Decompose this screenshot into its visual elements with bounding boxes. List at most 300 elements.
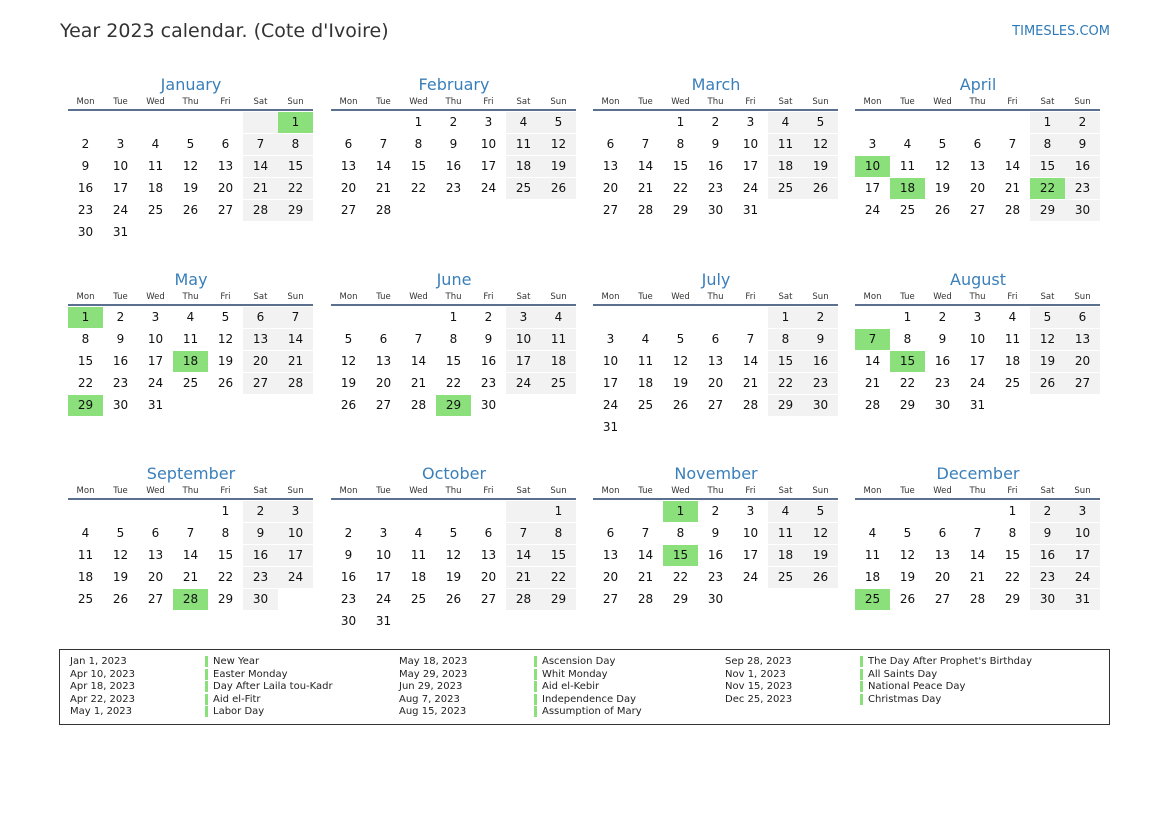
day-cell: 18	[147, 181, 164, 195]
day-cell: 3	[379, 526, 388, 540]
empty-cell	[960, 501, 995, 522]
empty-cell	[733, 307, 768, 328]
day-cell: 14	[742, 354, 759, 368]
empty-cell	[471, 611, 506, 632]
day-cell: 28	[243, 200, 278, 221]
day-cell: 17	[375, 570, 392, 584]
day-cell: 13	[1065, 329, 1100, 350]
day-cell: 14	[864, 354, 881, 368]
day-cell: 15	[1004, 548, 1021, 562]
day-cell: 22	[1004, 570, 1021, 584]
day-cell: 12	[672, 354, 689, 368]
week-row	[68, 351, 314, 373]
day-cell: 19	[182, 181, 199, 195]
day-cell: 13	[243, 329, 278, 350]
day-cell: 13	[969, 159, 986, 173]
day-cell: 23	[445, 181, 462, 195]
month-june	[331, 270, 577, 417]
day-cell: 27	[1065, 373, 1100, 394]
weekday-label: Mon	[863, 486, 882, 496]
day-cell: 26	[182, 203, 199, 217]
weekday-label: Mon	[863, 292, 882, 302]
weekday-label: Sun	[287, 97, 304, 107]
day-cell: 10	[506, 329, 541, 350]
day-cell: 26	[803, 178, 838, 199]
day-cell: 1	[414, 115, 423, 129]
day-cell: 15	[672, 159, 689, 173]
day-cell: 30	[112, 398, 129, 412]
holiday-column	[725, 656, 1032, 706]
day-cell: 5	[116, 526, 125, 540]
day-cell: 21	[375, 181, 392, 195]
holiday-entry	[399, 706, 642, 719]
day-cell: 31	[375, 614, 392, 628]
day-cell: 1	[68, 307, 103, 328]
day-cell: 30	[707, 203, 724, 217]
day-cell: 19	[217, 354, 234, 368]
day-cell: 29	[1030, 200, 1065, 221]
day-cell: 9	[449, 137, 458, 151]
weekday-header	[855, 484, 1101, 498]
day-cell: 24	[480, 181, 497, 195]
holiday-name: Easter Monday	[205, 669, 288, 680]
header-divider	[68, 304, 313, 306]
day-cell: 12	[1030, 329, 1065, 350]
empty-cell	[436, 501, 471, 522]
week-row	[593, 156, 839, 178]
day-cell: 23	[1030, 567, 1065, 588]
day-cell: 19	[541, 156, 576, 177]
holiday-name: Christmas Day	[860, 694, 941, 705]
day-cell: 2	[803, 307, 838, 328]
day-cell: 23	[243, 567, 278, 588]
day-cell: 1	[221, 504, 230, 518]
day-cell: 8	[81, 332, 90, 346]
weekday-label: Sun	[1074, 97, 1091, 107]
weekday-label: Wed	[671, 292, 690, 302]
day-cell: 7	[186, 526, 195, 540]
day-cell: 4	[768, 501, 803, 522]
empty-cell	[331, 112, 366, 133]
month-september	[68, 464, 314, 611]
day-cell: 3	[484, 115, 493, 129]
day-cell: 18	[541, 351, 576, 372]
weekday-label: Tue	[900, 97, 915, 107]
holiday-entry	[70, 656, 333, 669]
weekday-label: Tue	[113, 97, 128, 107]
day-cell: 23	[1065, 178, 1100, 199]
week-row	[593, 134, 839, 156]
weekday-label: Sun	[1074, 486, 1091, 496]
day-cell: 26	[445, 592, 462, 606]
holiday-date: Apr 18, 2023	[70, 681, 136, 693]
weekday-label: Thu	[707, 486, 724, 496]
day-cell: 28	[969, 592, 986, 606]
day-cell: 13	[147, 548, 164, 562]
day-cell: 9	[711, 526, 720, 540]
day-cell: 11	[768, 523, 803, 544]
day-cell: 9	[81, 159, 90, 173]
day-cell: 7	[641, 137, 650, 151]
day-cell: 7	[379, 137, 388, 151]
day-cell: 29	[899, 398, 916, 412]
day-cell: 9	[803, 329, 838, 350]
week-row	[855, 545, 1101, 567]
weekday-label: Mon	[863, 97, 882, 107]
day-cell: 28	[864, 398, 881, 412]
weekday-label: Sat	[253, 486, 268, 496]
weekday-label: Wed	[933, 292, 952, 302]
day-cell: 25	[768, 567, 803, 588]
week-row	[331, 501, 577, 523]
week-row	[593, 200, 839, 222]
month-january	[68, 75, 314, 244]
header-divider	[68, 109, 313, 111]
day-cell: 1	[449, 310, 458, 324]
day-cell: 14	[506, 545, 541, 566]
day-cell: 8	[449, 332, 458, 346]
day-cell: 6	[344, 137, 353, 151]
day-cell: 11	[637, 354, 654, 368]
empty-cell	[855, 307, 890, 328]
day-cell: 1	[768, 307, 803, 328]
empty-cell	[593, 112, 628, 133]
week-row	[593, 178, 839, 200]
day-cell: 28	[742, 398, 759, 412]
day-cell: 2	[449, 115, 458, 129]
day-cell: 24	[864, 203, 881, 217]
day-cell: 24	[147, 376, 164, 390]
header-divider	[593, 109, 838, 111]
day-cell: 2	[344, 526, 353, 540]
day-cell: 6	[1065, 307, 1100, 328]
week-row	[855, 134, 1101, 156]
day-cell: 16	[934, 354, 951, 368]
header-divider	[68, 498, 313, 500]
day-cell: 5	[803, 112, 838, 133]
weekday-label: Tue	[638, 292, 653, 302]
day-cell: 8	[541, 523, 576, 544]
day-cell: 6	[221, 137, 230, 151]
weekday-label: Mon	[339, 486, 358, 496]
day-cell: 20	[480, 570, 497, 584]
weekday-label: Fri	[745, 292, 756, 302]
empty-cell	[331, 307, 366, 328]
day-cell: 27	[375, 398, 392, 412]
day-cell: 20	[602, 570, 619, 584]
day-cell: 19	[803, 156, 838, 177]
day-cell: 17	[1065, 545, 1100, 566]
weekday-label: Wed	[933, 486, 952, 496]
day-cell: 22	[672, 570, 689, 584]
week-row	[68, 134, 314, 156]
day-cell: 1	[541, 501, 576, 522]
weekday-label: Sat	[516, 97, 531, 107]
month-title: August	[950, 270, 1006, 289]
week-row	[331, 589, 577, 611]
weekday-label: Thu	[969, 292, 986, 302]
weekday-label: Tue	[638, 486, 653, 496]
week-row	[855, 307, 1101, 329]
day-cell: 8	[676, 137, 685, 151]
day-cell: 22	[672, 181, 689, 195]
day-cell: 27	[969, 203, 986, 217]
holiday-name: Whit Monday	[534, 669, 608, 680]
week-row	[68, 501, 314, 523]
day-cell: 13	[602, 548, 619, 562]
day-cell: 3	[151, 310, 160, 324]
weekday-label: Fri	[1007, 97, 1018, 107]
day-cell: 29	[278, 200, 313, 221]
day-cell: 31	[1065, 589, 1100, 610]
week-row	[593, 589, 839, 611]
day-cell: 15	[77, 354, 94, 368]
holiday-date: May 18, 2023	[399, 656, 468, 667]
day-cell: 15	[445, 354, 462, 368]
holiday-name: New Year	[205, 656, 259, 667]
holiday-date: Jun 29, 2023	[399, 681, 463, 693]
day-cell: 18	[768, 156, 803, 177]
day-cell: 23	[934, 376, 951, 390]
day-cell: 2	[938, 310, 947, 324]
week-row	[855, 589, 1101, 611]
day-cell: 2	[1030, 501, 1065, 522]
day-cell: 11	[77, 548, 94, 562]
day-cell: 8	[768, 329, 803, 350]
week-row	[593, 329, 839, 351]
day-cell: 17	[147, 354, 164, 368]
holiday-name: Independence Day	[534, 694, 636, 705]
day-cell: 27	[934, 592, 951, 606]
empty-cell	[593, 501, 628, 522]
day-cell: 10	[375, 548, 392, 562]
day-cell: 1	[278, 112, 313, 133]
page-title: Year 2023 calendar. (Cote d'Ivoire)	[60, 20, 389, 42]
day-cell: 4	[903, 137, 912, 151]
day-cell: 12	[340, 354, 357, 368]
weekday-label: Tue	[638, 97, 653, 107]
day-cell: 12	[182, 159, 199, 173]
weekday-label: Wed	[146, 97, 165, 107]
weekday-label: Fri	[220, 292, 231, 302]
weekday-header	[331, 484, 577, 498]
weekday-label: Tue	[113, 486, 128, 496]
day-cell: 10	[855, 156, 890, 177]
day-cell: 23	[77, 203, 94, 217]
day-cell: 26	[803, 567, 838, 588]
empty-cell	[138, 501, 173, 522]
header-divider	[855, 109, 1100, 111]
day-cell: 20	[1065, 351, 1100, 372]
holiday-entry	[725, 669, 1032, 682]
weekday-label: Sat	[516, 486, 531, 496]
day-cell: 19	[899, 570, 916, 584]
month-december	[855, 464, 1101, 611]
day-cell: 5	[938, 137, 947, 151]
weekday-label: Mon	[339, 292, 358, 302]
day-cell: 22	[1030, 178, 1065, 199]
empty-cell	[208, 395, 243, 416]
holiday-date: Apr 22, 2023	[70, 693, 136, 705]
day-cell: 17	[602, 376, 619, 390]
month-title: March	[691, 75, 741, 94]
day-cell: 22	[217, 570, 234, 584]
empty-cell	[278, 589, 313, 610]
day-cell: 16	[1030, 545, 1065, 566]
day-cell: 27	[602, 592, 619, 606]
weekday-header	[68, 290, 314, 304]
empty-cell	[925, 112, 960, 133]
weekday-label: Thu	[969, 97, 986, 107]
day-cell: 4	[186, 310, 195, 324]
empty-cell	[506, 395, 541, 416]
holiday-entry	[399, 669, 642, 682]
day-cell: 7	[278, 307, 313, 328]
week-row	[331, 178, 577, 200]
day-cell: 29	[672, 203, 689, 217]
empty-cell	[436, 611, 471, 632]
empty-cell	[506, 200, 541, 221]
day-cell: 8	[221, 526, 230, 540]
weekday-label: Fri	[483, 486, 494, 496]
holiday-name: All Saints Day	[860, 669, 937, 680]
holiday-name: Assumption of Mary	[534, 706, 642, 717]
day-cell: 7	[746, 332, 755, 346]
week-row	[593, 307, 839, 329]
day-cell: 16	[340, 570, 357, 584]
day-cell: 26	[672, 398, 689, 412]
weekday-label: Sun	[550, 486, 567, 496]
month-title: February	[418, 75, 490, 94]
holiday-entry	[399, 694, 642, 707]
day-cell: 29	[217, 592, 234, 606]
holiday-column	[70, 656, 333, 719]
day-cell: 4	[768, 112, 803, 133]
day-cell: 7	[855, 329, 890, 350]
empty-cell	[628, 417, 663, 438]
day-cell: 16	[707, 159, 724, 173]
day-cell: 31	[969, 398, 986, 412]
week-row	[68, 156, 314, 178]
day-cell: 22	[768, 373, 803, 394]
week-row	[68, 523, 314, 545]
day-cell: 31	[742, 203, 759, 217]
brand-link[interactable]: TIMESLES.COM	[1012, 24, 1110, 39]
day-cell: 20	[217, 181, 234, 195]
weekday-label: Sat	[778, 97, 793, 107]
day-cell: 17	[278, 545, 313, 566]
day-cell: 14	[375, 159, 392, 173]
weekday-label: Wed	[409, 292, 428, 302]
day-cell: 17	[112, 181, 129, 195]
weekday-header	[855, 95, 1101, 109]
day-cell: 12	[934, 159, 951, 173]
day-cell: 11	[1004, 332, 1021, 346]
day-cell: 13	[480, 548, 497, 562]
day-cell: 8	[676, 526, 685, 540]
holiday-name: The Day After Prophet's Birthday	[860, 656, 1032, 667]
empty-cell	[803, 200, 838, 221]
day-cell: 20	[934, 570, 951, 584]
day-cell: 23	[803, 373, 838, 394]
day-cell: 15	[1030, 156, 1065, 177]
weekday-label: Tue	[376, 97, 391, 107]
day-cell: 3	[746, 504, 755, 518]
day-cell: 25	[855, 589, 890, 610]
day-cell: 1	[676, 115, 685, 129]
empty-cell	[541, 611, 576, 632]
weekday-label: Fri	[220, 97, 231, 107]
day-cell: 10	[112, 159, 129, 173]
day-cell: 17	[480, 159, 497, 173]
week-row	[68, 395, 314, 417]
day-cell: 29	[436, 395, 471, 416]
empty-cell	[803, 417, 838, 438]
day-cell: 27	[707, 398, 724, 412]
holiday-date: Aug 15, 2023	[399, 706, 467, 718]
day-cell: 14	[969, 548, 986, 562]
day-cell: 5	[803, 501, 838, 522]
day-cell: 3	[1065, 501, 1100, 522]
day-cell: 16	[803, 351, 838, 372]
weekday-label: Thu	[182, 292, 199, 302]
day-cell: 6	[711, 332, 720, 346]
weekday-label: Sun	[812, 97, 829, 107]
day-cell: 18	[77, 570, 94, 584]
weekday-label: Wed	[409, 97, 428, 107]
holiday-name: Ascension Day	[534, 656, 615, 667]
day-cell: 4	[541, 307, 576, 328]
day-cell: 22	[410, 181, 427, 195]
day-cell: 18	[637, 376, 654, 390]
day-cell: 25	[1004, 376, 1021, 390]
day-cell: 9	[484, 332, 493, 346]
day-cell: 24	[602, 398, 619, 412]
week-row	[855, 178, 1101, 200]
week-row	[331, 112, 577, 134]
holiday-entry	[725, 656, 1032, 669]
week-row	[68, 589, 314, 611]
day-cell: 30	[1065, 200, 1100, 221]
day-cell: 10	[742, 137, 759, 151]
holiday-entry	[70, 669, 333, 682]
week-row	[68, 178, 314, 200]
holiday-entry	[399, 656, 642, 669]
week-row	[331, 329, 577, 351]
weekday-label: Wed	[671, 97, 690, 107]
day-cell: 3	[278, 501, 313, 522]
day-cell: 22	[278, 178, 313, 199]
day-cell: 17	[742, 548, 759, 562]
weekday-label: Sun	[287, 292, 304, 302]
month-title: November	[674, 464, 758, 483]
weekday-label: Mon	[76, 97, 95, 107]
day-cell: 7	[973, 526, 982, 540]
empty-cell	[471, 200, 506, 221]
empty-cell	[138, 112, 173, 133]
day-cell: 16	[77, 181, 94, 195]
day-cell: 6	[151, 526, 160, 540]
day-cell: 30	[480, 398, 497, 412]
day-cell: 5	[449, 526, 458, 540]
holiday-date: Jan 1, 2023	[70, 656, 127, 667]
day-cell: 25	[147, 203, 164, 217]
week-row	[68, 373, 314, 395]
week-row	[855, 351, 1101, 373]
week-row	[68, 222, 314, 244]
day-cell: 22	[77, 376, 94, 390]
empty-cell	[243, 222, 278, 243]
